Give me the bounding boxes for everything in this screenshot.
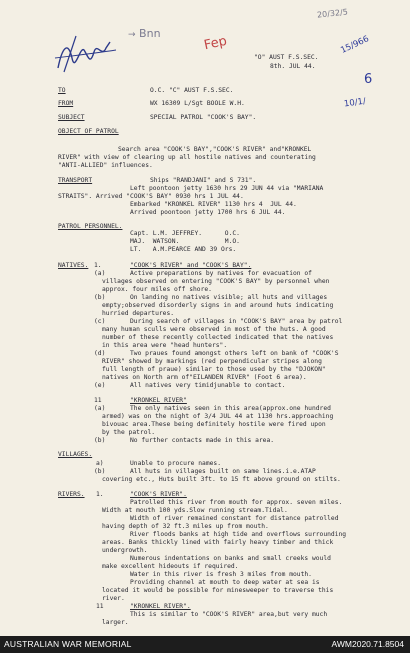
object-line: RIVER" with view of clearing up all hostile natives and counterating bbox=[58, 154, 316, 161]
bnn-annotation: → Bnn bbox=[128, 27, 161, 40]
item-line: armed) was on the night of 3/4 JUL 44 at 1130 hrs.approaching bbox=[102, 413, 334, 420]
transport-line: Ships "RANDJANI" and S 731". bbox=[150, 177, 257, 184]
to-value: O.C. "C" AUST F.S.SEC. bbox=[150, 87, 234, 94]
item-label: (e) bbox=[94, 382, 106, 389]
object-heading: OBJECT OF PATROL bbox=[58, 128, 119, 135]
rivers-line: located it would be possible for minesweeper to traverse this bbox=[102, 587, 334, 594]
rivers-line: having depth of 32 ft.3 miles up from mouth. bbox=[102, 523, 269, 530]
date-annotation: 10/1/ bbox=[343, 96, 367, 110]
item-line: villages observed on entering "COOK'S BAY" by personnel when bbox=[102, 278, 330, 285]
natives-heading: NATIVES. bbox=[58, 262, 89, 269]
item-line: The only natives seen in this area(approx.one hundred bbox=[130, 405, 331, 412]
personnel-line: LT. A.M.PEARCE AND 39 Ors. bbox=[130, 246, 237, 253]
personnel-line: Capt. L.M. JEFFREY. O.C. bbox=[130, 230, 240, 237]
rivers-section2-subheading: "KRONKEL RIVER". bbox=[130, 603, 191, 610]
from-label: FROM bbox=[58, 100, 74, 107]
subject-value: SPECIAL PATROL "COOK'S BAY". bbox=[150, 114, 257, 121]
footer-institution: AUSTRALIAN WAR MEMORIAL bbox=[4, 639, 132, 649]
natives-section2-subheading: "KRONKEL RIVER" bbox=[130, 397, 187, 404]
item-line: hurried departures. bbox=[102, 310, 175, 317]
item-line: empty;observed disorderly signs in and around huts indicating bbox=[102, 302, 334, 309]
folio-annotation: 15/966 bbox=[339, 34, 371, 56]
item-line: number of these recently collected indicated that the natives bbox=[102, 334, 334, 341]
rivers-line: Patrolled this river from mouth for approx. seven miles. bbox=[130, 499, 343, 506]
natives-subheading: "COOK'S RIVER" and "COOK'S BAY". bbox=[130, 262, 252, 269]
item-label: (b) bbox=[94, 437, 106, 444]
item-line: many human sculls were observed in most of the huts. A good bbox=[102, 326, 326, 333]
rivers-section-number: 1. bbox=[96, 491, 104, 498]
rivers-line: larger. bbox=[102, 619, 129, 626]
document-date: 8th. JUL 44. bbox=[270, 63, 316, 70]
transport-line: Left poontoon jetty 1630 hrs 29 JUN 44 via "MARIANA bbox=[130, 185, 324, 192]
item-label: (b) bbox=[94, 468, 106, 475]
rivers-line: Providing channel at mouth to deep water at sea is bbox=[130, 579, 320, 586]
personnel-line: MAJ. WATSON. M.O. bbox=[130, 238, 240, 245]
item-line: RIVER" showed by markings (red perpendicular stripes along bbox=[102, 358, 322, 365]
footer-accession-number: AWM2020.71.8504 bbox=[331, 639, 404, 649]
rivers-line: river. bbox=[102, 595, 125, 602]
item-line: During search of villages in "COOK'S BAY" area by patrol bbox=[130, 318, 343, 325]
item-label: (b) bbox=[94, 294, 106, 301]
item-label: a) bbox=[96, 460, 104, 467]
transport-line: STRAITS". Arrived "COOK'S BAY" 0930 hrs 1 JUL 44. bbox=[58, 193, 244, 200]
item-line: by the patrol. bbox=[102, 429, 156, 436]
transport-line: Embarked "KRONKEL RIVER" 1130 hrs 4 JUL 44. bbox=[130, 201, 297, 208]
archive-footer bbox=[0, 636, 410, 653]
item-line: in this area were "head hunters". bbox=[102, 342, 228, 349]
rivers-subheading: "COOK'S RIVER". bbox=[130, 491, 187, 498]
item-line: No further contacts made in this area. bbox=[130, 437, 275, 444]
transport-line: Arrived poontoon jetty 1700 hrs 6 JUL 44. bbox=[130, 209, 286, 216]
item-line: All natives very timidjunable to contact. bbox=[130, 382, 286, 389]
reference-annotation: 20/32/5 bbox=[316, 7, 349, 20]
object-line: "ANTI-ALLIED" influences. bbox=[58, 162, 153, 169]
villages-heading: VILLAGES. bbox=[58, 451, 93, 458]
item-line: approx. four miles off shore. bbox=[102, 286, 212, 293]
object-line: Search area "COOK'S BAY","COOK'S RIVER" and"KRONKEL bbox=[118, 146, 312, 153]
rivers-line: This is similar to "COOK'S RIVER" area,but very much bbox=[130, 611, 328, 618]
rivers-line: Water in this river is fresh 3 miles from mouth. bbox=[130, 571, 312, 578]
item-label: (a) bbox=[94, 405, 106, 412]
item-label: (a) bbox=[94, 270, 106, 277]
transport-heading: TRANSPORT bbox=[58, 177, 93, 184]
item-line: full length of praue) similar to those used by the "DJOKON" bbox=[102, 366, 326, 373]
item-line: bivouac area.These being definitely hostile were fired upon bbox=[102, 421, 326, 428]
subject-label: SUBJECT bbox=[58, 114, 85, 121]
signature-scribble bbox=[50, 28, 125, 78]
fep-annotation: Fep bbox=[202, 33, 229, 54]
unit-heading: "O" AUST F.S.SEC. bbox=[254, 54, 319, 61]
item-line: On landing no natives visible; all huts and villages bbox=[130, 294, 328, 301]
rivers-heading: RIVERS. bbox=[58, 491, 85, 498]
item-line: Active preparations by natives for evacuation of bbox=[130, 270, 312, 277]
rivers-line: make excellent hideouts if required. bbox=[102, 563, 239, 570]
rivers-line: Width of river remained constant for distance patrolled bbox=[130, 515, 339, 522]
rivers-line: Numerous indentations on banks and small creeks would bbox=[130, 555, 331, 562]
item-line: covering etc., Huts built 3ft. to 15 ft above ground on stilts. bbox=[102, 476, 341, 483]
personnel-heading: PATROL PERSONNEL. bbox=[58, 223, 123, 230]
item-label: (c) bbox=[94, 318, 106, 325]
to-label: TO bbox=[58, 87, 66, 94]
item-line: All huts in villages built on same lines.i.e.ATAP bbox=[130, 468, 316, 475]
item-line: Two praues found amongst others left on bank of "COOK'S bbox=[130, 350, 339, 357]
side-number-annotation: 6 bbox=[364, 72, 373, 87]
natives-section2-number: 11 bbox=[94, 397, 102, 404]
from-value: WX 16309 L/Sgt BOOLE W.H. bbox=[150, 100, 245, 107]
rivers-line: areas. Banks thickly lined with fairly heavy timber and thick bbox=[102, 539, 334, 546]
item-line: Unable to procure names. bbox=[130, 460, 221, 467]
rivers-section2-number: 11 bbox=[96, 603, 104, 610]
rivers-line: River floods banks at high tide and overflows surrounding bbox=[130, 531, 347, 538]
item-line: natives on North arm of"EILANDEN RIVER" (Foot 6 area). bbox=[102, 374, 307, 381]
rivers-line: undergrowth. bbox=[102, 547, 148, 554]
item-label: (d) bbox=[94, 350, 106, 357]
natives-section-number: 1. bbox=[94, 262, 102, 269]
rivers-line: Width at mouth 100 yds.Slow running stream.Tidal. bbox=[102, 507, 288, 514]
